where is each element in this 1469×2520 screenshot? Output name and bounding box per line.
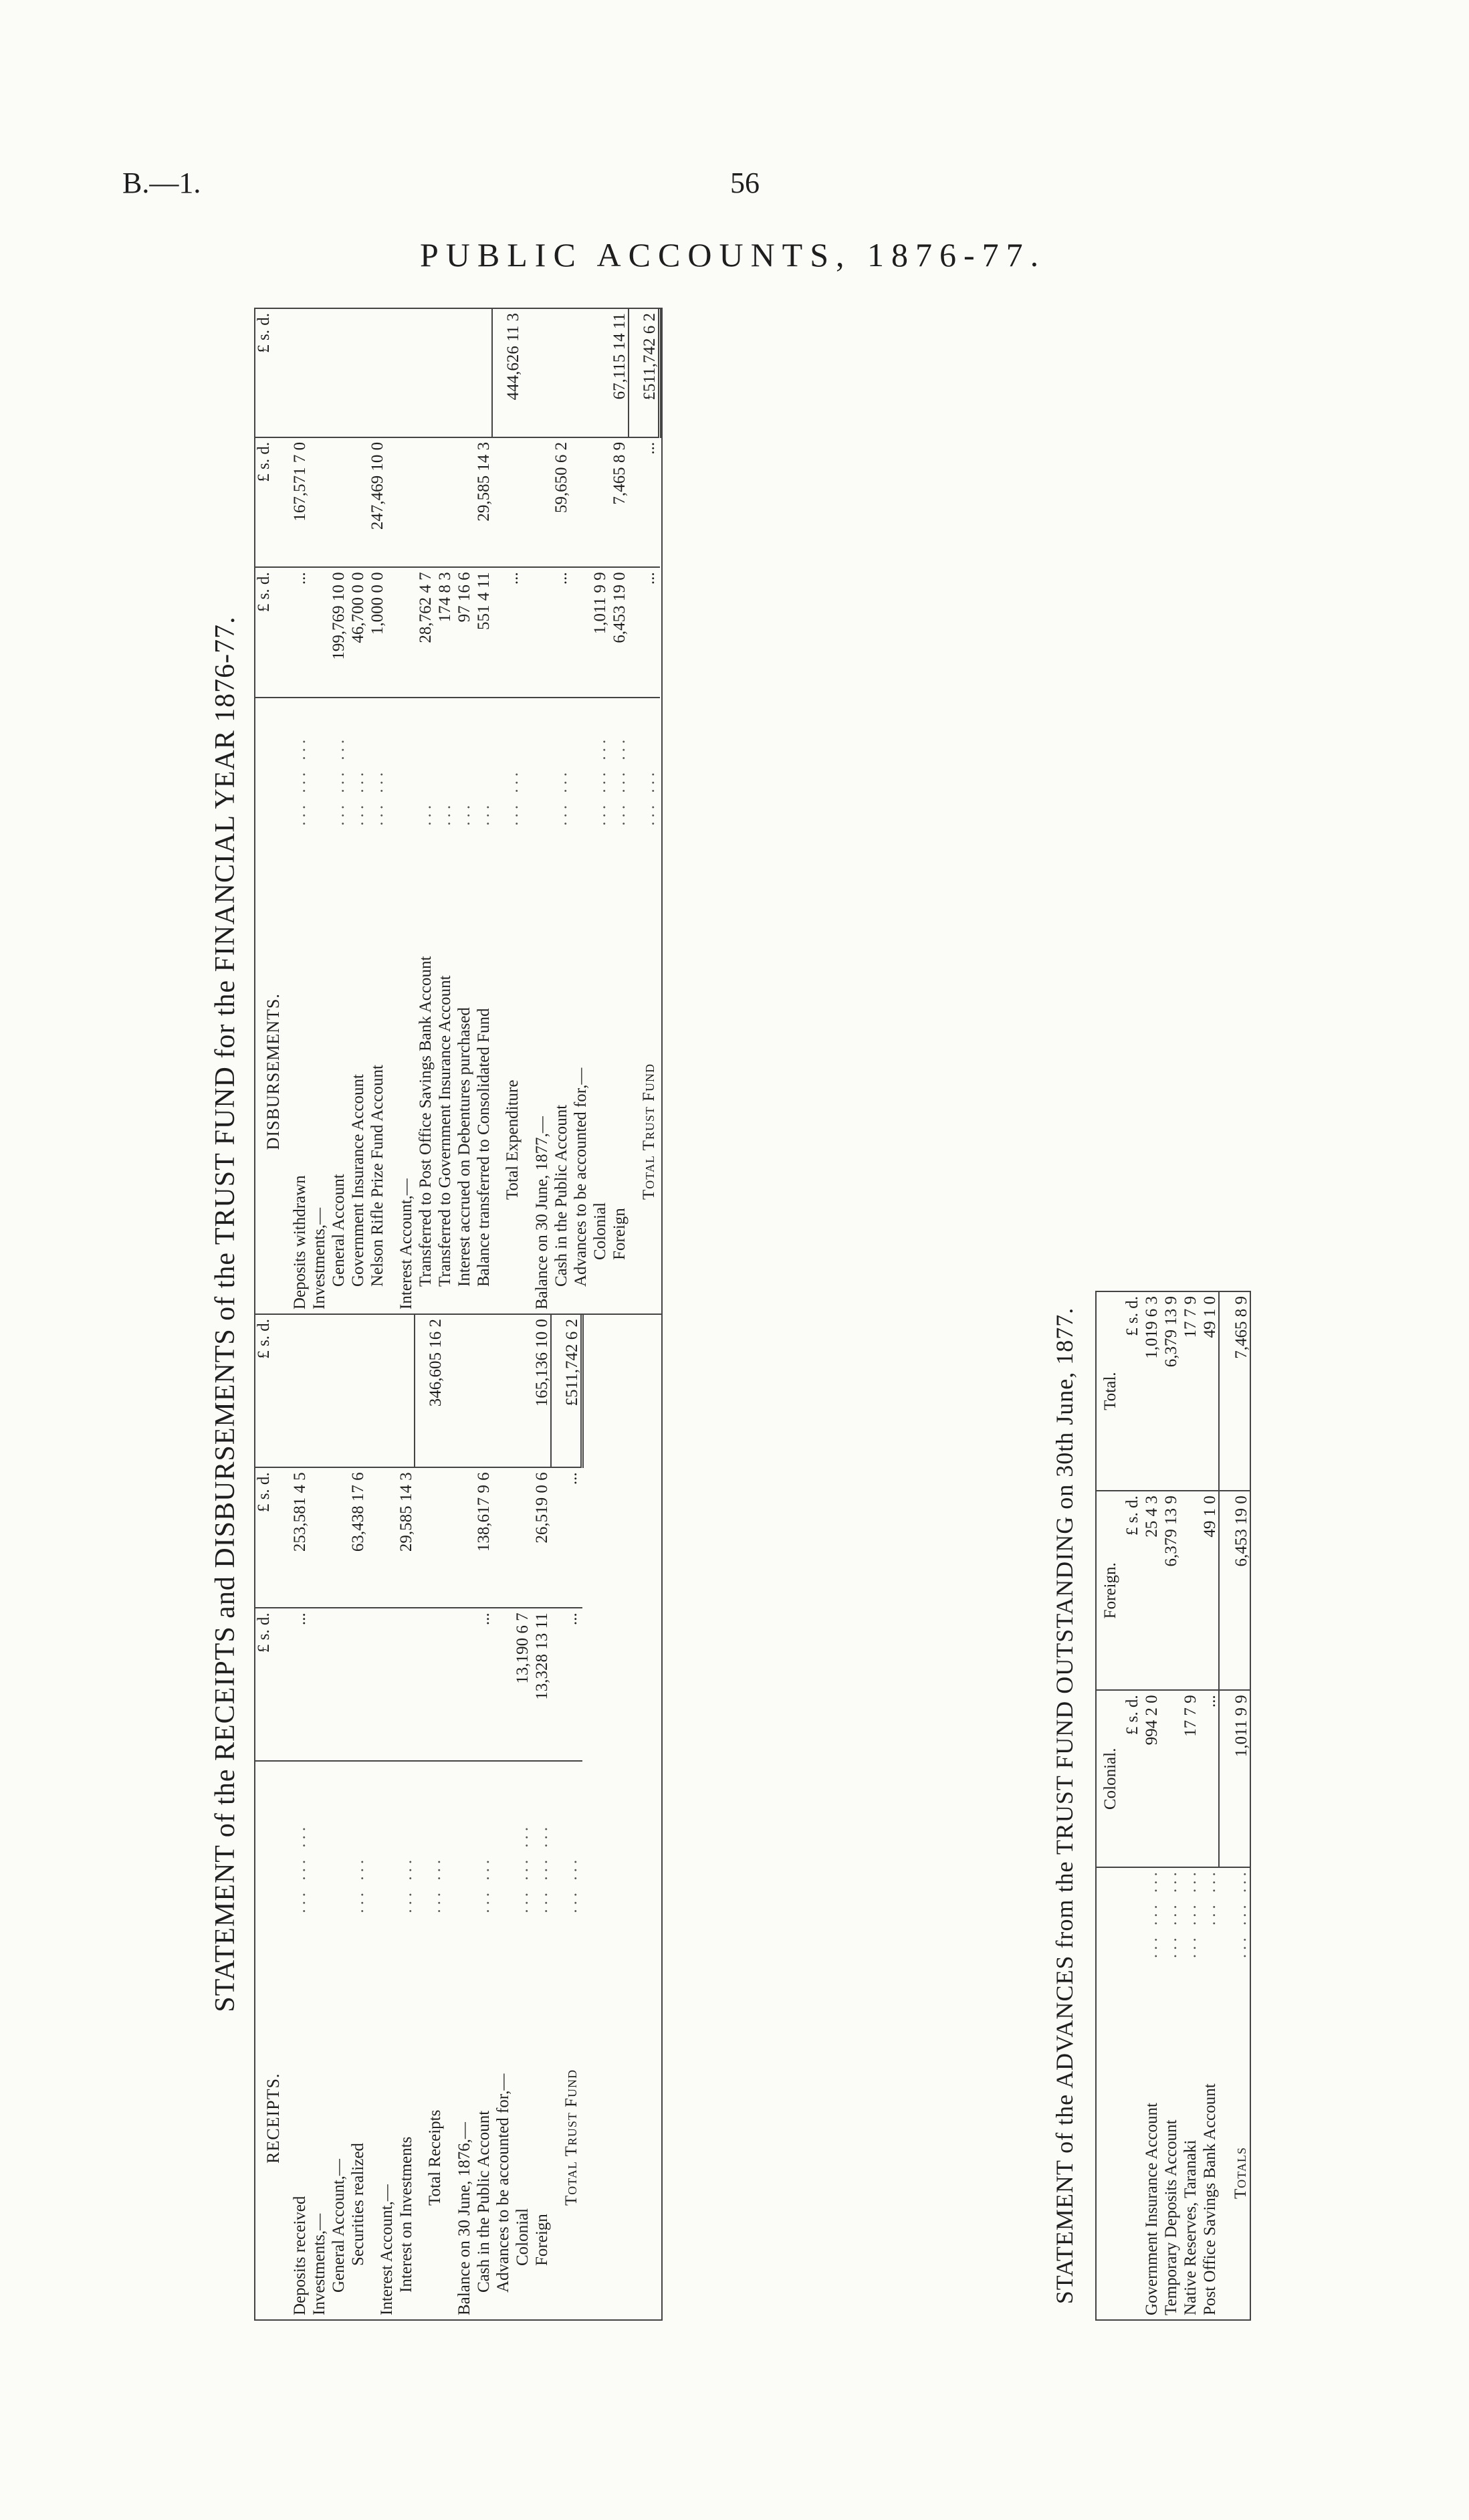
- row-label: Balance on 30 June, 1877,—: [533, 1116, 551, 1309]
- table-row: [395, 1315, 415, 2319]
- amount-cell: [366, 1608, 395, 1760]
- row-label-wrap: [1163, 1868, 1179, 2319]
- amount-cell: 67,115 14 11: [608, 309, 629, 437]
- table-row: [415, 1315, 444, 2319]
- row-label: Interest accrued on Debentures purchased: [455, 1007, 473, 1287]
- money-header: £ s. d.: [1124, 1291, 1141, 1491]
- table-row: [551, 1315, 582, 2319]
- leader-dots: [308, 1761, 328, 1917]
- amount-cell: 29,585 14 3: [395, 1467, 415, 1608]
- amount-cell: [444, 1467, 473, 1608]
- table-row: [512, 1315, 531, 2319]
- advances-caption: STATEMENT of the ADVANCES from the TRUST FUND OUTSTANDING on 30th June, 1877.: [1051, 1307, 1078, 2305]
- amount-cell: £511,742 6 2: [551, 1315, 582, 1467]
- row-label: General Account: [330, 1174, 348, 1287]
- amount-cell: 7,465 8 9: [608, 437, 629, 567]
- row-label: Foreign: [533, 2214, 551, 2266]
- leader-dots: ... ... ...: [330, 735, 348, 826]
- amount-cell: 247,469 10 0: [366, 437, 386, 567]
- amount-cell: 17 7 9: [1179, 1291, 1199, 1491]
- column-header: Total.: [1096, 1291, 1124, 1491]
- money-header: £ s. d.: [255, 1467, 289, 1608]
- amount-cell: [308, 1467, 328, 1608]
- money-header: £ s. d.: [255, 437, 289, 567]
- amount-cell: [328, 309, 347, 437]
- row-label: Temporary Deposits Account: [1162, 2119, 1180, 2315]
- table-row: [289, 1315, 308, 2319]
- row-label: Transferred to Post Office Savings Bank Account: [417, 956, 435, 1287]
- advances-statement: [1052, 1291, 1293, 2321]
- column-header: [1096, 1867, 1124, 2320]
- amount-cell: [522, 437, 550, 567]
- row-label: Deposits withdrawn: [291, 1175, 309, 1309]
- amount-cell: 6,379 13 9: [1160, 1291, 1179, 1491]
- amount-cell: 17 7 9: [1179, 1690, 1199, 1867]
- amount-cell: [347, 309, 366, 437]
- row-label-wrap: [1182, 1868, 1199, 2319]
- leader-dots: [328, 1761, 347, 1917]
- table-row: [589, 309, 608, 1314]
- amount-cell: [473, 309, 492, 437]
- column-header: Colonial.: [1096, 1690, 1124, 1867]
- row-label: Totals: [1232, 2147, 1250, 2199]
- amount-cell: 49 1 0: [1199, 1491, 1219, 1690]
- leader-dots: ... ...: [640, 768, 658, 826]
- table-row: [1219, 1291, 1250, 2320]
- table-row: [473, 1315, 492, 2319]
- receipts-disbursements-table: [254, 308, 663, 2321]
- amount-cell: [308, 1315, 328, 1467]
- amount-cell: 46,700 0 0: [347, 567, 366, 697]
- table-row: [492, 1315, 512, 2319]
- row-label: Government Insurance Account: [1143, 2103, 1161, 2315]
- leader-dots: ...: [436, 801, 454, 826]
- table-row: [608, 309, 629, 1314]
- page-title: PUBLIC ACCOUNTS, 1876-77.: [420, 236, 1046, 274]
- leader-dots: ... ... ...: [591, 735, 609, 826]
- row-label: Colonial: [591, 1202, 609, 1260]
- amount-cell: [366, 309, 386, 437]
- amount-cell: [434, 437, 453, 567]
- amount-cell: [347, 437, 366, 567]
- amount-cell: 6,379 13 9: [1160, 1491, 1179, 1690]
- amount-cell: [492, 1315, 512, 1467]
- row-label: Native Reserves, Taranaki: [1181, 2139, 1200, 2315]
- row-label: Foreign: [610, 1208, 629, 1260]
- row-label: Balance on 30 June, 1876,—: [455, 2122, 473, 2315]
- amount-cell: ...: [1199, 1690, 1219, 1867]
- amount-cell: [395, 1315, 415, 1467]
- row-label: Total Trust Fund: [562, 2069, 580, 2206]
- amount-cell: [444, 1608, 473, 1760]
- amount-cell: [395, 1608, 415, 1760]
- amount-cell: 994 2 0: [1141, 1690, 1160, 1867]
- amount-cell: ...: [629, 437, 660, 567]
- amount-cell: 97 16 6: [453, 567, 473, 697]
- amount-cell: [366, 1315, 395, 1467]
- row-label: Total Receipts: [426, 2109, 444, 2206]
- leader-dots: ... ... ...: [514, 1822, 532, 1913]
- amount-cell: 1,019 6 3: [1141, 1291, 1160, 1491]
- row-label: Total Expenditure: [503, 1079, 522, 1200]
- table-row: [434, 309, 453, 1314]
- amount-cell: 165,136 10 0: [531, 1315, 551, 1467]
- table-row: [347, 1315, 366, 2319]
- disbursements-section: [255, 308, 662, 1314]
- row-label: Interest Account,—: [397, 1178, 415, 1309]
- amount-cell: [492, 1467, 512, 1608]
- leader-dots: ... ...: [368, 768, 386, 826]
- row-label: Advances to be accounted for,—: [494, 2073, 512, 2293]
- table-row: [328, 309, 347, 1314]
- row-label: Cash in the Public Account: [552, 1104, 570, 1287]
- leader-dots: [492, 1761, 512, 1917]
- amount-cell: 7,465 8 9: [1219, 1291, 1250, 1491]
- amount-cell: [328, 1467, 347, 1608]
- amount-cell: [308, 309, 328, 437]
- leader-dots: ...: [417, 801, 435, 826]
- leader-dots: ...: [455, 801, 473, 826]
- amount-cell: ...: [629, 567, 660, 697]
- table-row: [308, 309, 328, 1314]
- amount-cell: ...: [551, 1467, 582, 1608]
- amount-cell: 1,000 0 0: [366, 567, 386, 697]
- leader-dots: ... ...: [397, 1855, 415, 1913]
- amount-cell: [386, 309, 415, 437]
- leader-dots: ... ... ...: [533, 1822, 551, 1913]
- statement-caption: STATEMENT of the RECEIPTS and DISBURSEMENTS of the TRUST FUND for the FINANCIAL YEAR 1876-77.: [210, 616, 241, 2012]
- amount-cell: [453, 309, 473, 437]
- amount-cell: ...: [550, 567, 570, 697]
- row-label: Cash in the Public Account: [475, 2110, 493, 2293]
- table-row: [522, 309, 550, 1314]
- leader-dots: ... ...: [475, 1855, 493, 1913]
- table-row: [1199, 1291, 1219, 2320]
- amount-cell: [570, 309, 589, 437]
- amount-cell: [308, 1608, 328, 1760]
- table-row: [289, 309, 308, 1314]
- money-header: £ s. d.: [255, 309, 289, 437]
- money-header: £ s. d.: [255, 567, 289, 697]
- money-header: £ s. d.: [255, 1608, 289, 1760]
- amount-cell: [308, 437, 328, 567]
- row-label-cell: [1219, 1867, 1250, 2320]
- amount-cell: [347, 1608, 366, 1760]
- table-row: [366, 1315, 395, 2319]
- amount-cell: ...: [492, 567, 522, 697]
- amount-cell: [347, 1315, 366, 1467]
- leader-dots: [522, 698, 550, 830]
- amount-cell: [522, 567, 550, 697]
- row-label: Advances to be accounted for,—: [572, 1067, 590, 1287]
- table-row: [473, 309, 492, 1314]
- table-row: [492, 309, 522, 1314]
- amount-cell: [415, 1467, 444, 1608]
- amount-cell: [589, 437, 608, 567]
- amount-cell: [328, 1608, 347, 1760]
- row-label: Securities realized: [349, 2143, 367, 2266]
- table-row: [453, 309, 473, 1314]
- leader-dots: ... ...: [349, 1855, 367, 1913]
- amount-cell: 444,626 11 3: [492, 309, 522, 437]
- row-label: Interest on Investments: [397, 2136, 415, 2293]
- amount-cell: 6,453 19 0: [608, 567, 629, 697]
- amount-cell: [366, 1467, 395, 1608]
- advances-table: [1095, 1291, 1251, 2321]
- amount-cell: 346,605 16 2: [415, 1315, 444, 1467]
- row-label-cell: [1179, 1867, 1199, 2320]
- page-reference: B.—1.: [122, 167, 201, 199]
- row-label-wrap: [1202, 1868, 1218, 2319]
- table-row: [629, 309, 660, 1314]
- disbursements-rows: [289, 309, 660, 1314]
- money-header: £ s. d.: [1124, 1690, 1141, 1867]
- table-row: [531, 1315, 551, 2319]
- amount-cell: 1,011 9 9: [589, 567, 608, 697]
- amount-cell: [550, 309, 570, 437]
- amount-cell: [415, 437, 434, 567]
- leader-dots: [570, 698, 589, 830]
- receipts-rows: [289, 1315, 582, 2319]
- amount-cell: [570, 437, 589, 567]
- amount-cell: [328, 1315, 347, 1467]
- amount-cell: ...: [289, 567, 308, 697]
- row-label-cell: [1160, 1867, 1179, 2320]
- amount-cell: [453, 437, 473, 567]
- leader-dots: ... ...: [503, 768, 522, 826]
- amount-cell: [415, 309, 434, 437]
- amount-cell: [492, 437, 522, 567]
- amount-cell: 138,617 9 6: [473, 1467, 492, 1608]
- amount-cell: 199,769 10 0: [328, 567, 347, 697]
- amount-cell: 253,581 4 5: [289, 1467, 308, 1608]
- table-row: [1160, 1291, 1179, 2320]
- amount-cell: 59,650 6 2: [550, 437, 570, 567]
- leader-dots: ... ... ...: [291, 735, 309, 826]
- row-label: General Account,—: [330, 2159, 348, 2293]
- amount-cell: 6,453 19 0: [1219, 1491, 1250, 1690]
- amount-cell: [492, 1608, 512, 1760]
- money-header: £ s. d.: [255, 1315, 289, 1467]
- amount-cell: [1160, 1690, 1179, 1867]
- table-row: [386, 309, 415, 1314]
- amount-cell: 1,011 9 9: [1219, 1690, 1250, 1867]
- receipts-section: [255, 1314, 662, 2320]
- leader-dots: ... ...: [552, 768, 570, 826]
- row-label: Government Insurance Account: [349, 1074, 367, 1287]
- amount-cell: [415, 1608, 444, 1760]
- leader-dots: ...: [475, 801, 493, 826]
- table-row: [347, 309, 366, 1314]
- amount-cell: 13,328 13 11: [531, 1608, 551, 1760]
- amount-cell: [522, 309, 550, 437]
- row-label: Investments,—: [310, 2213, 328, 2315]
- row-label: Deposits received: [291, 2196, 309, 2315]
- row-label: Nelson Rifle Prize Fund Account: [368, 1065, 386, 1287]
- advances-rows: [1141, 1291, 1250, 2320]
- amount-cell: £511,742 6 2: [629, 309, 660, 437]
- row-label: Investments,—: [310, 1207, 328, 1309]
- amount-cell: [512, 1315, 531, 1467]
- leader-dots: [308, 698, 328, 830]
- amount-cell: [589, 309, 608, 437]
- amount-cell: 174 8 3: [434, 567, 453, 697]
- table-row: [550, 309, 570, 1314]
- amount-cell: [444, 1315, 473, 1467]
- leader-dots: [366, 1761, 395, 1917]
- disbursements-heading: DISBURSEMENTS.: [263, 993, 283, 1150]
- amount-cell: [386, 437, 415, 567]
- amount-cell: [289, 1315, 308, 1467]
- row-label: Balance transferred to Consolidated Fund: [475, 1008, 493, 1287]
- amount-cell: [289, 309, 308, 437]
- row-label-wrap: [1232, 1868, 1249, 2319]
- row-label: Interest Account,—: [378, 2184, 396, 2315]
- row-label: Post Office Savings Bank Account: [1201, 2083, 1219, 2315]
- leader-dots: ... ... ...: [1181, 1868, 1200, 1959]
- amount-cell: 28,762 4 7: [415, 567, 434, 697]
- amount-cell: [512, 1467, 531, 1608]
- page-number: 56: [730, 167, 760, 199]
- amount-cell: 25 4 3: [1141, 1491, 1160, 1690]
- leader-dots: ... ...: [562, 1855, 580, 1913]
- table-row: [1179, 1291, 1199, 2320]
- leader-dots: [444, 1761, 473, 1917]
- table-row: [366, 309, 386, 1314]
- amount-cell: [308, 567, 328, 697]
- row-label-wrap: [1143, 1868, 1160, 2319]
- column-header: Foreign.: [1096, 1491, 1124, 1690]
- leader-dots: ... ... ...: [1162, 1868, 1180, 1959]
- leader-dots: [386, 698, 415, 830]
- amount-cell: [328, 437, 347, 567]
- row-label: Transferred to Government Insurance Account: [436, 975, 454, 1287]
- receipts-heading: RECEIPTS.: [263, 2073, 283, 2164]
- table-row: [308, 1315, 328, 2319]
- amount-cell: 29,585 14 3: [473, 437, 492, 567]
- amount-cell: [386, 567, 415, 697]
- amount-cell: [434, 309, 453, 437]
- table-row: [570, 309, 589, 1314]
- amount-cell: 26,519 0 6: [531, 1467, 551, 1608]
- leader-dots: ... ... ...: [291, 1822, 309, 1913]
- amount-cell: 167,571 7 0: [289, 437, 308, 567]
- leader-dots: ... ... ...: [1232, 1868, 1250, 1959]
- amount-cell: [1179, 1491, 1199, 1690]
- amount-cell: 49 1 0: [1199, 1291, 1219, 1491]
- leader-dots: ... ...: [426, 1855, 444, 1913]
- row-label: Total Trust Fund: [640, 1063, 658, 1200]
- row-label-cell: [1199, 1867, 1219, 2320]
- amount-cell: 13,190 6 7: [512, 1608, 531, 1760]
- row-label: Colonial: [514, 2208, 532, 2266]
- amount-cell: ...: [551, 1608, 582, 1760]
- leader-dots: ... ...: [349, 768, 367, 826]
- amount-cell: ...: [473, 1608, 492, 1760]
- trust-fund-statement: [211, 308, 899, 2321]
- amount-cell: [570, 567, 589, 697]
- leader-dots: ... ... ...: [610, 735, 629, 826]
- table-row: [444, 1315, 473, 2319]
- table-row: [1141, 1291, 1160, 2320]
- amount-cell: [473, 1315, 492, 1467]
- amount-cell: ...: [289, 1608, 308, 1760]
- row-label-cell: [1141, 1867, 1160, 2320]
- money-header: £ s. d.: [1124, 1491, 1141, 1690]
- leader-dots: ... ...: [1201, 1868, 1219, 1926]
- table-row: [415, 309, 434, 1314]
- leader-dots: ... ... ...: [1143, 1868, 1161, 1959]
- amount-cell: 551 4 11: [473, 567, 492, 697]
- table-row: [328, 1315, 347, 2319]
- amount-cell: 63,438 17 6: [347, 1467, 366, 1608]
